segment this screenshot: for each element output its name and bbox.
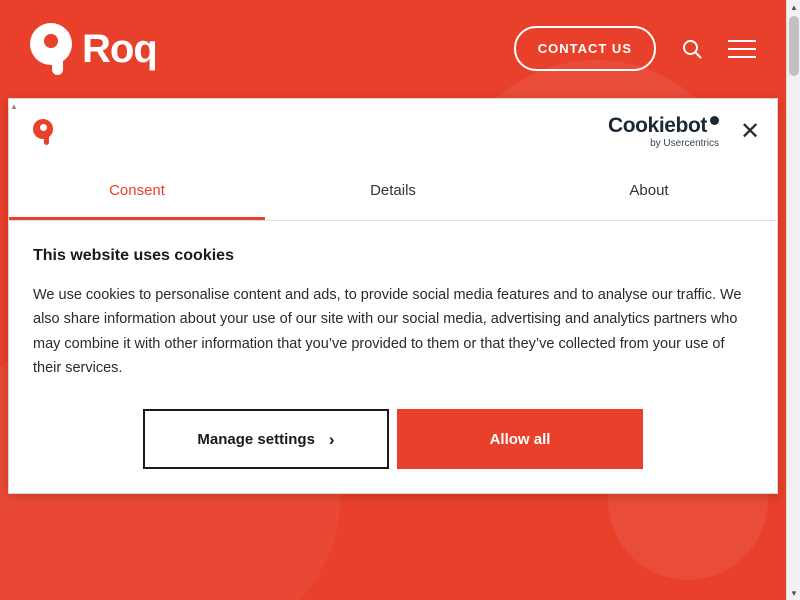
roq-logo[interactable] [30, 23, 157, 75]
page-scrollbar[interactable] [786, 0, 800, 600]
hamburger-menu-icon[interactable] [728, 35, 756, 63]
dialog-scroll-marker: ▲ [10, 102, 18, 111]
cookiebot-brand-text: Cookiebot [607, 114, 707, 137]
cookie-dialog-tabs [9, 165, 777, 221]
cookiebot-dot-icon [710, 116, 719, 125]
scrollbar-thumb[interactable] [789, 16, 799, 76]
cookie-dialog-actions [9, 409, 777, 493]
scroll-up-arrow-icon[interactable]: ▲ [787, 0, 800, 14]
scroll-down-arrow-icon[interactable]: ▼ [787, 586, 800, 600]
site-header [0, 0, 786, 97]
manage-settings-label: Manage settings [197, 430, 315, 448]
close-icon[interactable]: ✕ [737, 119, 763, 145]
tab-consent[interactable]: Consent [9, 165, 265, 220]
roq-logo-icon [30, 23, 72, 75]
roq-logo-text: Roq [82, 26, 157, 71]
roq-small-logo-icon [33, 119, 53, 145]
cookie-dialog-header [9, 99, 777, 165]
cookiebot-logo-icon[interactable] [608, 115, 719, 149]
header-actions [514, 26, 756, 71]
manage-settings-button[interactable] [143, 409, 389, 469]
tab-about[interactable]: About [521, 165, 777, 220]
contact-us-button[interactable]: CONTACT US [514, 26, 656, 71]
chevron-right-icon: › [328, 429, 335, 449]
cookie-dialog-title: This website uses cookies [33, 247, 234, 264]
allow-all-button[interactable]: Allow all [397, 409, 643, 469]
tab-details[interactable]: Details [265, 165, 521, 220]
cookiebot-brand-name [608, 115, 719, 136]
cookie-dialog-description: We use cookies to personalise content and ads, to provide social media features and to analyse our traffic. We also share information about your use of our site with our social media, advertising and analytics partners who may combine it with other information that you’ve provided to them or that they’ve collected from your use of their services. [33, 287, 742, 377]
cookie-consent-dialog [8, 98, 778, 494]
search-icon[interactable] [678, 35, 706, 63]
cookiebot-brand-sub: by Usercentrics [650, 138, 719, 149]
cookie-dialog-body [9, 221, 777, 409]
